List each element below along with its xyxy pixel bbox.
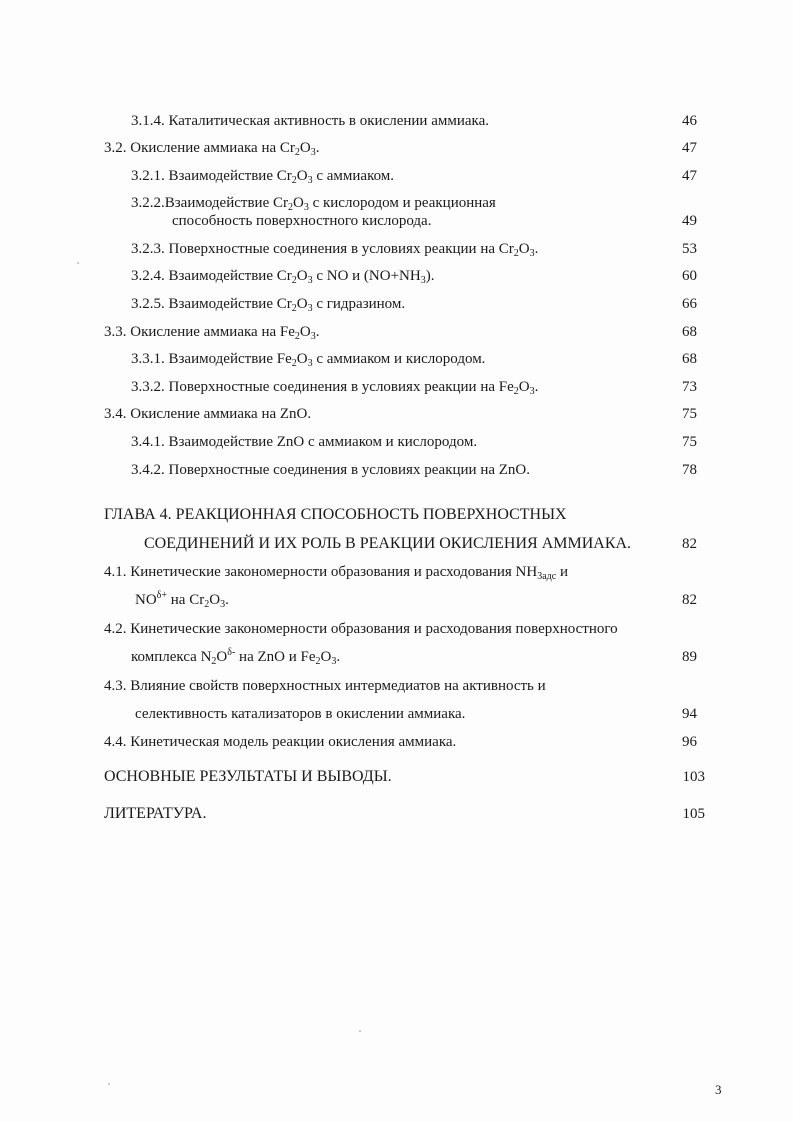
- chapter-4-title-line-2: СОЕДИНЕНИЙ И ИХ РОЛЬ В РЕАКЦИИ ОКИСЛЕНИЯ АММИАКА.: [144, 535, 632, 552]
- section-4-1-line-1: 4.1. Кинетические закономерности образования и расходования $NH_{3адс}$ и: [104, 564, 568, 582]
- toc-entry-label: 3.2.4. Взаимодействие $Cr_2O_3$ с NO и $(NO+NH_3)$.: [131, 268, 435, 286]
- section-4-2-page: 89: [682, 649, 697, 665]
- toc-entry-page: 68: [682, 324, 697, 340]
- toc-entry-label: 3.4.2. Поверхностные соединения в условиях реакции на ZnO.: [131, 462, 530, 478]
- scan-speck: [77, 262, 79, 264]
- toc-entry-page: 75: [682, 434, 697, 450]
- toc-entry-page: 75: [682, 406, 697, 422]
- toc-entry-page: 46: [682, 113, 697, 129]
- section-4-1-page: 82: [682, 592, 697, 608]
- results-page: 103: [682, 769, 705, 785]
- toc-entry-label: 3.4.1. Взаимодействие ZnO с аммиаком и кислородом.: [131, 434, 478, 450]
- toc-entry-page: 78: [682, 462, 697, 478]
- section-4-2-line-2: комплекса $N_2O^{\delta-}$ на ZnO и $Fe_2O_3$.: [131, 647, 341, 667]
- section-4-2-line-1: 4.2. Кинетические закономерности образования и расходования поверхностного: [104, 621, 618, 637]
- toc-entry-page: 66: [682, 296, 697, 312]
- section-4-4-page: 96: [682, 734, 697, 750]
- toc-entry-label: 3.2.2.Взаимодействие $Cr_2O_3$ с кислородом и реакционная: [131, 195, 496, 213]
- toc-entry-page: 49: [682, 213, 697, 229]
- section-4-4-label: 4.4. Кинетическая модель реакции окисления аммиака.: [104, 734, 457, 750]
- section-4-1-line-2: $NO^{\delta+}$ на $Cr_2O_3$.: [135, 590, 229, 610]
- toc-entry-label: 3.2. Окисление аммиака на $Cr_2O_3$.: [104, 140, 320, 158]
- section-4-3-line-2: селективность катализаторов в окислении аммиака.: [135, 706, 466, 722]
- toc-entry-label: 3.4. Окисление аммиака на ZnO.: [104, 406, 312, 422]
- section-4-3-page: 94: [682, 706, 697, 722]
- toc-entry-label: 3.2.3. Поверхностные соединения в условиях реакции на $Cr_2O_3$.: [131, 241, 539, 259]
- toc-entry-label: 3.2.5. Взаимодействие $Cr_2O_3$ с гидразином.: [131, 296, 406, 314]
- toc-entry-label: 3.2.1. Взаимодействие $Cr_2O_3$ с аммиаком.: [131, 168, 395, 186]
- scan-speck: [108, 1083, 110, 1085]
- chapter-4-title-line-1: ГЛАВА 4. РЕАКЦИОННАЯ СПОСОБНОСТЬ ПОВЕРХНОСТНЫХ: [104, 506, 567, 523]
- section-4-3-line-1: 4.3. Влияние свойств поверхностных интермедиатов на активность и: [104, 678, 546, 694]
- toc-entry-page: 47: [682, 140, 697, 156]
- toc-entry-page: 68: [682, 351, 697, 367]
- toc-entry-label: 3.3. Окисление аммиака на $Fe_2O_3$.: [104, 324, 320, 342]
- toc-entry-page: 53: [682, 241, 697, 257]
- literature-page: 105: [682, 806, 705, 822]
- toc-entry-page: 73: [682, 379, 697, 395]
- toc-entry-label: 3.1.4. Каталитическая активность в окислении аммиака.: [131, 113, 489, 129]
- toc-entry-label-continuation: способность поверхностного кислорода.: [172, 213, 432, 229]
- toc-entry-page: 60: [682, 268, 697, 284]
- literature-label: ЛИТЕРАТУРА.: [104, 805, 207, 822]
- toc-entry-label: 3.3.1. Взаимодействие $Fe_2O_3$ с аммиаком и кислородом.: [131, 351, 486, 369]
- scan-speck: [359, 1030, 361, 1032]
- toc-entry-label: 3.3.2. Поверхностные соединения в условиях реакции на $Fe_2O_3$.: [131, 379, 539, 397]
- page-number: 3: [715, 1082, 722, 1097]
- toc-entry-page: 47: [682, 168, 697, 184]
- chapter-4-page: 82: [682, 536, 697, 552]
- results-label: ОСНОВНЫЕ РЕЗУЛЬТАТЫ И ВЫВОДЫ.: [104, 768, 392, 785]
